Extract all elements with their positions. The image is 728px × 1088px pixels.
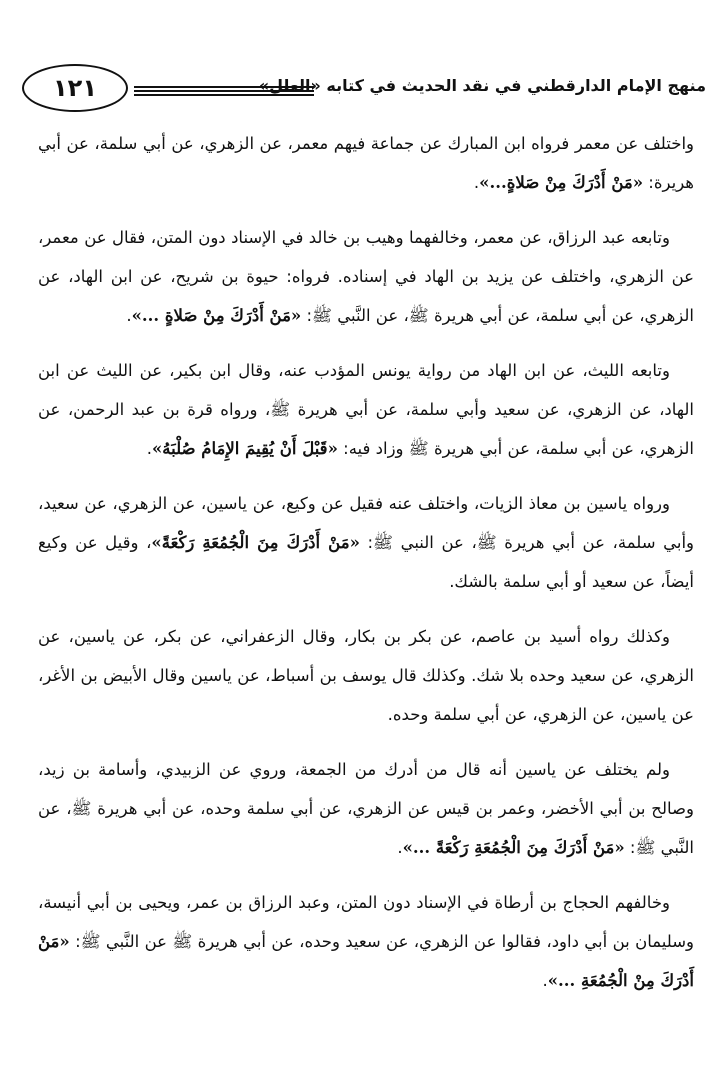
hadith-quote: «مَنْ أَدْرَكَ مِنَ الْجُمُعَةِ رَكْعَةً»: [151, 533, 360, 552]
paragraph: [38, 218, 694, 335]
paragraph-text: .: [542, 971, 548, 990]
paragraph-text: ورواه ياسين بن معاذ الزيات، واختلف عنه فقيل عن وكيع، عن ياسين، عن الزهري، عن سعيد، وأبي سلمة، عن أبي هريرة ﷺ، عن النبي ﷺ:: [38, 494, 695, 552]
hadith-quote: «مَنْ أَدْرَكَ مِنْ الْجُمُعَةِ ...»: [38, 932, 694, 990]
paragraph-text: واختلف عن معمر فرواه ابن المبارك عن جماعة فيهم معمر، عن الزهري، عن أبي سلمة، عن أبي هريرة:: [38, 134, 694, 192]
paragraph: [38, 124, 694, 202]
paragraph: [38, 484, 694, 601]
hadith-quote: «قَبْلَ أَنْ يُقِيمَ الإِمَامُ صُلْبَهُ»: [151, 439, 338, 458]
page-header: [22, 64, 706, 116]
hadith-quote: «مَنْ أَدْرَكَ مِنْ صَلاةٍ ...»: [131, 306, 302, 325]
page-number: ١٢١: [22, 64, 128, 112]
paragraph: [38, 351, 694, 468]
book-title: منهج الإمام الدارقطني في نقد الحديث في كتابه «العلل»: [258, 76, 706, 95]
paragraph-text: .: [473, 173, 480, 192]
paragraph-text: .: [146, 439, 152, 458]
paragraph-text: ولم يختلف عن ياسين أنه قال من أدرك من الجمعة، وروي عن الزبيدي، وأسامة بن زيد، وصالح بن أبي الأخضر، وعمر بن قيس عن الزهري، عن أبي سلمة وحده، عن أبي هريرة ﷺ، عن النَّبي ﷺ:: [38, 760, 694, 857]
paragraph: [38, 750, 694, 867]
paragraph-text: وكذلك رواه أسيد بن عاصم، عن بكر بن بكار، وقال الزعفراني، عن بكر، عن ياسين، عن الزهري، عن سعيد وحده بلا شك. وكذلك قال يوسف بن أسباط، عن ياسين وقال الأبيض بن الأغر، عن ياسين، عن الزهري، عن أبي سلمة وحده.: [38, 627, 694, 724]
paragraph: [38, 883, 694, 1000]
paragraph-text: ، وقيل عن وكيع أيضاً، عن سعيد أو أبي سلمة بالشك.: [38, 533, 694, 591]
hadith-quote: «مَنْ أَدْرَكَ مِنْ صَلاةٍ...»: [479, 173, 644, 192]
paragraph-text: وخالفهم الحجاج بن أرطاة في الإسناد دون المتن، وعبد الرزاق بن عمر، ويحيى بن أبي أنيسة، وسليمان بن أبي داود، فقالوا عن الزهري، عن سعيد وحده، عن أبي هريرة ﷺ عن النَّبي ﷺ:: [38, 893, 694, 951]
paragraph-text: وتابعه الليث، عن ابن الهاد من رواية يونس المؤدب عنه، وقال ابن بكير، عن الليث عن ابن الهاد، عن الزهري، عن سعيد وأبي سلمة، عن أبي هريرة ﷺ، ورواه قرة بن عبد الرحمن، عن الزهري، عن أبي سلمة، عن أبي هريرة ﷺ وزاد فيه:: [38, 361, 694, 458]
paragraph-text: .: [126, 306, 132, 325]
hadith-quote: «مَنْ أَدْرَكَ مِنَ الْجُمُعَةِ رَكْعَةً ...»: [402, 838, 625, 857]
paragraph: [38, 617, 694, 734]
page-body: [38, 124, 694, 1016]
paragraph-text: وتابعه عبد الرزاق، عن معمر، وخالفهما وهيب بن خالد في الإسناد دون المتن، فقال عن معمر، عن الزهري، واختلف عن يزيد بن الهاد في إسناده. فرواه: حيوة بن شريح، عن ابن الهاد، عن الزهري، عن أبي سلمة، عن أبي هريرة ﷺ، عن النَّبي ﷺ:: [38, 228, 694, 325]
paragraph-text: .: [397, 838, 403, 857]
